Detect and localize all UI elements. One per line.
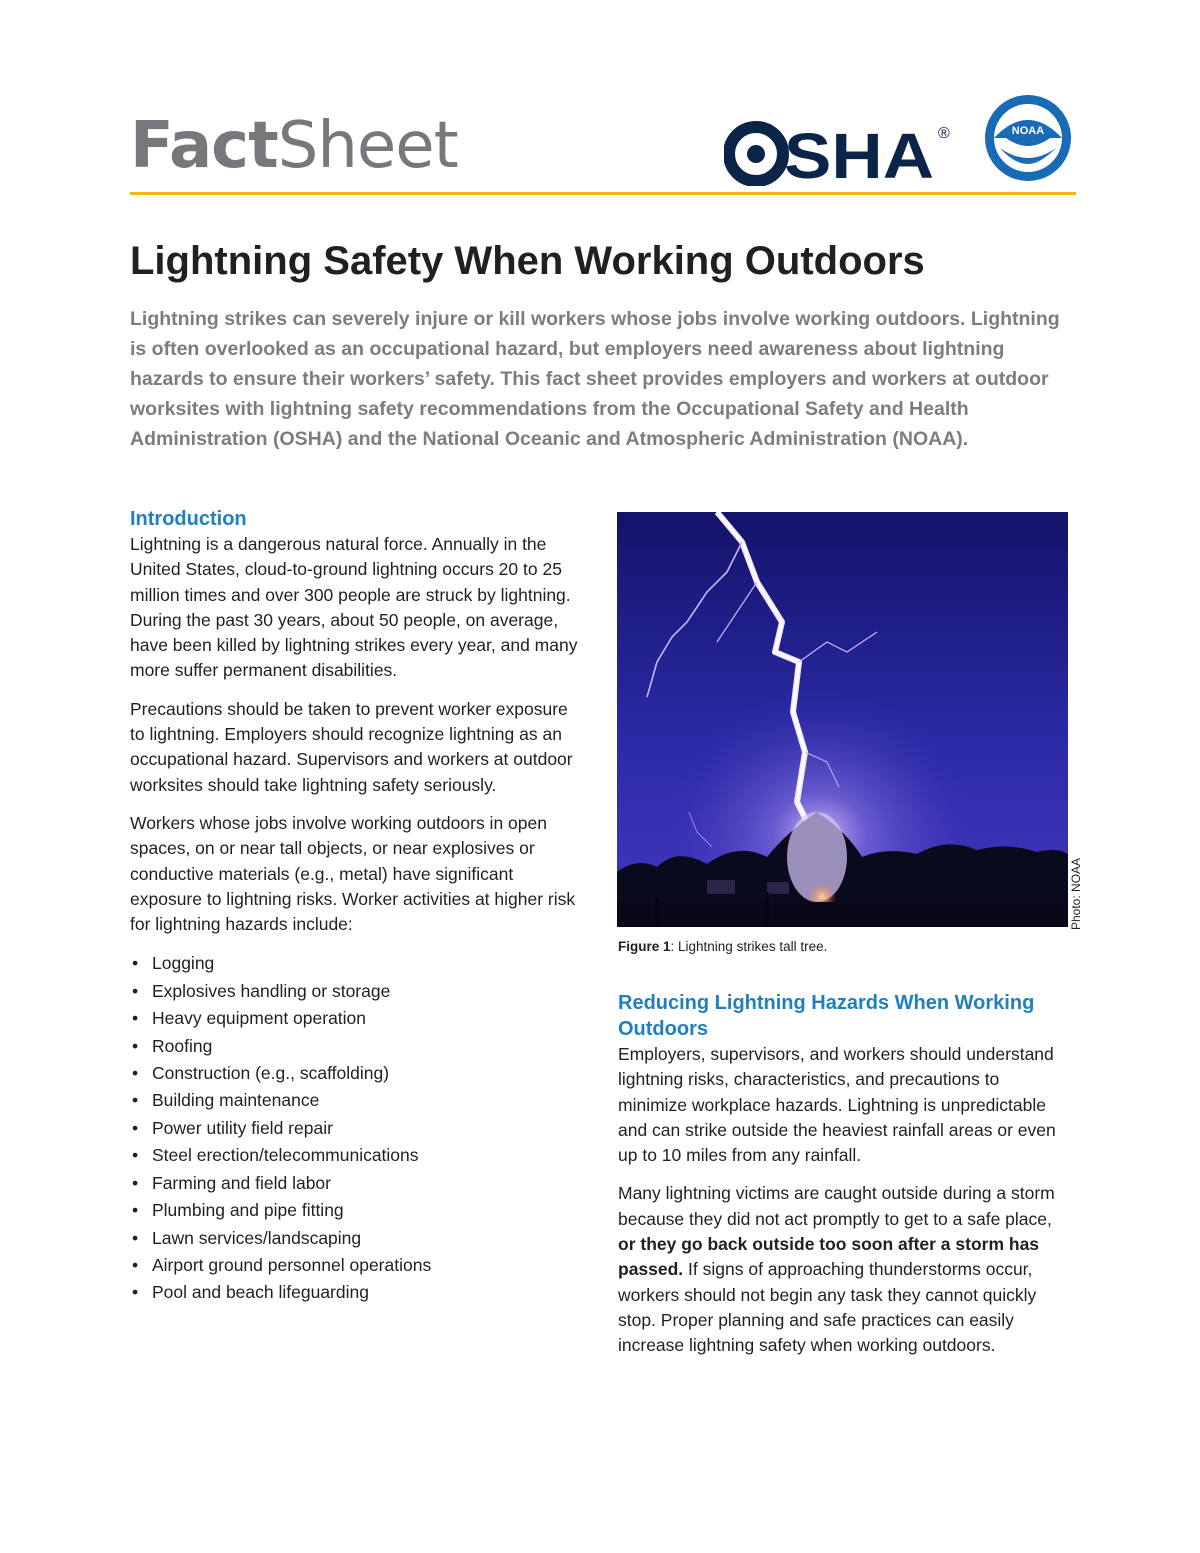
reducing-hazards-heading: Reducing Lightning Hazards When Working Outdoors — [618, 992, 1035, 1040]
list-item: • Pool and beach lifeguarding — [130, 1279, 580, 1306]
figure-label: Figure 1 — [618, 939, 671, 954]
intro-paragraph-2: Precautions should be taken to prevent worker exposure to lightning. Employers should recognize lightning as an occupational hazard. Supervisors and workers at outdoor worksites should take lightning safety seriously. — [130, 698, 573, 795]
farm-house — [767, 882, 789, 894]
reducing-paragraph-2 — [618, 1181, 1068, 1358]
osha-logo-text: SHA — [784, 120, 934, 186]
reducing-paragraph-1: Employers, supervisors, and workers should understand lightning risks, characteristics, and precautions to minimize workplace hazards. Lightning is unpredictable and can strike outside the heaviest rainfall areas or even up to 10 miles from any rainfall. — [618, 1044, 1056, 1166]
noaa-logo — [984, 94, 1072, 182]
sheet-word: Sheet — [277, 109, 458, 183]
osha-logo-center — [747, 145, 765, 163]
lightning-photo-image — [617, 512, 1068, 927]
list-item: • Steel erection/telecommunications — [130, 1142, 580, 1169]
intro-paragraph-3: Workers whose jobs involve working outdoors in open spaces, on or near tall objects, or near explosives or conductive materials (e.g., metal) have significant exposure to lightning risks. Worker activities at higher risk for lightning hazards include: — [130, 812, 576, 935]
list-item: • Plumbing and pipe fitting — [130, 1197, 580, 1224]
farm-house — [707, 880, 735, 894]
introduction-heading: Introduction — [130, 508, 247, 530]
page-header — [130, 90, 1076, 205]
fact-word: Fact — [130, 109, 278, 183]
photo-ground — [617, 902, 1068, 927]
lead-paragraph: Lightning strikes can severely injure or kill workers whose jobs involve working outdoors. Lightning is often overlooked as an occupational hazard, but employers need awareness about lightning hazards to ensure their workers’ safety. This fact sheet provides employers and workers at outdoor worksites with lightning safety recommendations from the Occupational Safety and Health Administration (OSHA) and the National Oceanic and Atmospheric Administration (NOAA). — [130, 308, 1060, 450]
figure-caption — [618, 938, 827, 956]
page-title: Lightning Safety When Working Outdoors — [130, 239, 925, 283]
list-item: • Building maintenance — [130, 1087, 580, 1114]
lightning-photo — [617, 512, 1068, 927]
noaa-logo-text: NOAA — [1011, 125, 1045, 137]
list-item: • Airport ground personnel operations — [130, 1252, 580, 1279]
fact-sheet-wordmark — [130, 110, 458, 182]
reducing-p2-text-b: If signs of approaching thunderstorms occur, workers should not begin any task they cannot quickly stop. Proper planning and safe practices can easily increase lightning safety when working outdoors. — [618, 1259, 1037, 1356]
left-column — [130, 506, 580, 1307]
list-item: • Explosives handling or storage — [130, 978, 580, 1005]
figure-caption-text: : Lightning strikes tall tree. — [670, 939, 828, 954]
list-item: • Roofing — [130, 1033, 580, 1060]
list-item: • Lawn services/landscaping — [130, 1225, 580, 1252]
reducing-p2-emphasis: or they go back outside too soon after a storm has passed. — [618, 1234, 1040, 1280]
osha-logo-reg: ® — [938, 125, 950, 142]
high-risk-activities-list — [130, 950, 580, 1306]
reducing-p2-text-a: Many lightning victims are caught outside during a storm because they did not act promptly to get to a safe place, — [618, 1183, 1055, 1229]
intro-paragraph-1: Lightning is a dangerous natural force. Annually in the United States, cloud-to-ground lightning occurs 20 to 25 million times and over 300 people are struck by lightning. During the past 30 years, about 50 people, on average, have been killed by lightning strikes every year, and many more suffer permanent disabilities. — [130, 534, 578, 681]
osha-logo — [724, 116, 960, 186]
list-item: • Construction (e.g., scaffolding) — [130, 1060, 580, 1087]
list-item: • Power utility field repair — [130, 1115, 580, 1142]
list-item: • Heavy equipment operation — [130, 1005, 580, 1032]
list-item: • Logging — [130, 950, 580, 977]
list-item: • Farming and field labor — [130, 1170, 580, 1197]
right-column — [618, 990, 1068, 1372]
photo-credit: Photo: NOAA — [1069, 857, 1083, 930]
header-rule — [130, 192, 1076, 195]
